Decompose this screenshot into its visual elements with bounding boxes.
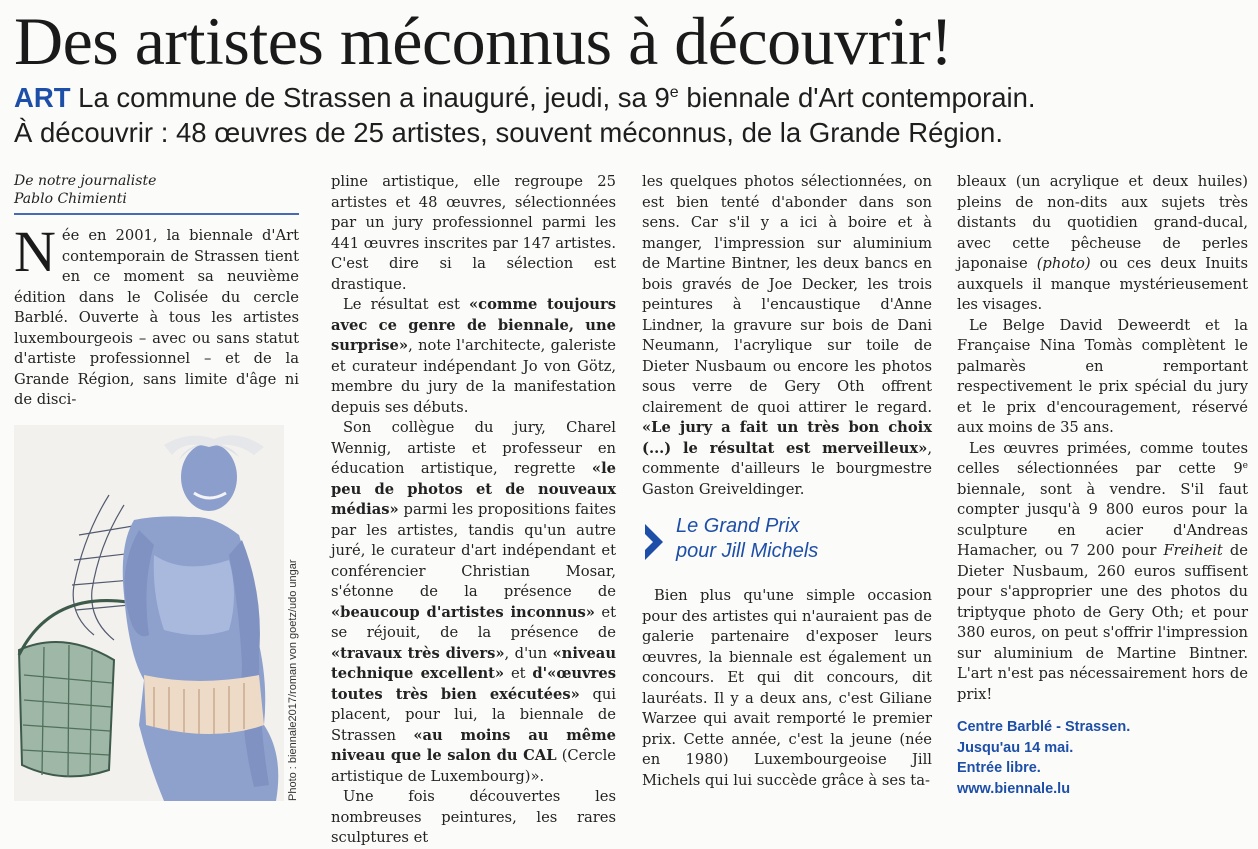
paragraph: Une fois découvertes les nombreuses peintures, les rares sculptures et <box>331 788 616 846</box>
painting-illustration <box>14 425 284 801</box>
article-photo <box>14 425 284 801</box>
paragraph-text: ». <box>530 767 545 785</box>
quote-bold: «comme toujours avec ce genre de biennale, une surprise» <box>331 296 616 354</box>
paragraph-text: et se réjouit, de la présence de <box>331 603 616 641</box>
quote-bold: «beaucoup d'artistes inconnus» <box>331 603 595 621</box>
paragraph: pline artistique, elle regroupe 25 artistes et 48 œuvres, sélectionnées par un jury professionnel parmi les 441 œuvres inscrites par 147 artistes. C'est dire si la sélection est drastique. <box>331 173 616 293</box>
photo-reference: (photo) <box>1036 255 1091 272</box>
subhead-line: pour Jill Michels <box>676 540 819 562</box>
column-4 <box>957 172 1248 804</box>
byline-author: Pablo Chimienti <box>14 191 127 207</box>
deck-superscript: e <box>669 84 679 101</box>
paragraph <box>331 418 616 787</box>
info-website: www.biennale.lu <box>957 780 1071 797</box>
chevron-right-icon <box>642 522 666 562</box>
quote-bold: «au moins au même niveau que le salon du CAL <box>331 726 616 764</box>
quote-bold: «le peu de photos et de nouveaux médias» <box>331 460 616 518</box>
deck-text: biennale d'Art contemporain. <box>678 82 1036 113</box>
info-dates: Jusqu'au 14 mai. <box>957 739 1074 756</box>
paragraph-text: biennale, sont à vendre. S'il faut compter jusqu'à 9 800 euros pour la sculpture en acier d'Andreas Hamacher, ou 7 200 pour <box>957 480 1248 559</box>
quote-bold: d'«œuvres toutes très bien exécutées» <box>331 665 616 703</box>
paragraph <box>957 439 1248 706</box>
paragraph-text: , commente d'ailleurs le bourgmestre Gaston Greiveldinger. <box>642 439 932 498</box>
byline-label: De notre journaliste <box>14 173 157 189</box>
photo-credit: Photo : biennale2017/roman von goetz/udo ungar <box>287 559 299 801</box>
paragraph <box>957 172 1248 316</box>
section-tag: ART <box>14 82 71 113</box>
lead-paragraph <box>14 219 299 411</box>
subhead <box>642 514 932 574</box>
info-box <box>957 717 1248 799</box>
headline: Des artistes méconnus à découvrir! <box>14 3 953 79</box>
paragraph-text: parmi les propositions faites par les artistes, tandis qu'un autre juré, le curateur d'art indépendant et conférencier Christian Mosar, s'étonne de la présence de <box>331 501 616 600</box>
paragraph-text: (Cercle artistique de Luxembourg) <box>331 747 616 785</box>
info-admission: Entrée libre. <box>957 760 1041 776</box>
subhead-line: Le Grand Prix <box>676 515 800 537</box>
info-venue: Centre Barblé - Strassen. <box>957 719 1131 735</box>
deck-line-2: À découvrir : 48 œuvres de 25 artistes, souvent méconnus, de la Grande Région. <box>14 117 1003 148</box>
quote-bold: «Le jury a fait un très bon choix (...) le résultat est merveilleux» <box>642 419 932 457</box>
column-3 <box>642 172 932 804</box>
deck-line-1 <box>14 80 1246 115</box>
column-2 <box>331 172 616 846</box>
paragraph-text: Son collègue du jury, Charel Wennig, artiste et professeur en éducation artistique, regrette <box>331 419 616 477</box>
paragraph: Le Belge David Deweerdt et la Française Nina Tomàs complètent le palmarès en remportant respectivement le prix spécial du jury et le prix d'encouragement, réservé aux moins de 35 ans. <box>957 316 1248 436</box>
deck-text: La commune de Strassen a inauguré, jeudi, sa 9 <box>78 82 670 113</box>
superscript: e <box>1242 461 1248 471</box>
paragraph: Bien plus qu'une simple occasion pour des artistes qui n'auraient pas de galerie partenaire d'exposer leurs œuvres, la biennale est également un concours. Et qui dit concours, dit lauréats. Il y a deux ans, c'est Giliane Warzee qui avait remporté le premier prix. Cette année, c'est la jeune (née en 1980) Luxembourgeoise Jill Michels qui lui succède grâce à ses ta- <box>642 587 932 789</box>
paragraph-text: bleaux (un acrylique et deux huiles) pleins de non-dits aux sujets très distants du quotidien grand-ducal, avec cette pêcheuse de perles japonaise <box>957 173 1248 272</box>
deck <box>14 80 1246 150</box>
paragraph-text: Les œuvres primées, comme toutes celles sélectionnées par cette 9 <box>957 439 1248 477</box>
drop-cap: N <box>14 219 56 284</box>
paragraph-text: , note l'architecte, galeriste et curateur indépendant Jo von Götz, membre du jury de la manifestation depuis ses débuts. <box>331 337 616 416</box>
quote-bold: «travaux très divers» <box>331 644 505 662</box>
paragraph-text: et <box>504 665 533 682</box>
paragraph-text: ée en 2001, la biennale d'Art contemporain de Strassen tient en ce moment sa neuvième édition dans le Colisée du cercle Barblé. Ouverte à tous les artistes luxembourgeois – avec ou sans statut d'artiste professionnel – et de la Grande Région, sans limite d'âge ni de disci- <box>14 227 299 408</box>
paragraph-text: de Dieter Nusbaum, 260 euros suffisent pour s'approprier une des photos du triptyque photo de Gery Oth; et pour 380 euros, on peut s'offrir l'impression sur aluminium de Martine Bintner. L'art n'est pas nécessairement hors de prix! <box>957 542 1248 703</box>
quote-bold: «niveau technique excellent» <box>331 644 616 682</box>
paragraph-text: ou ces deux Inuits auxquels il manque mystérieusement les visages. <box>957 255 1248 313</box>
byline-rule <box>14 213 299 215</box>
paragraph <box>331 295 616 418</box>
paragraph-text: les quelques photos sélectionnées, on est bien tenté d'abonder dans son sens. Car s'il y a ici à boire et à manger, l'impression sur aluminium de Martine Bintner, les deux bancs en bois gravés de Joe Decker, les trois peintures à l'encaustique d'Anne Lindner, la gravure sur bois de Dani Neumann, l'acrylique sur toile de Dieter Nusbaum ou encore les photos sous verre de Gery Oth offrent clairement de quoi attirer le regard. <box>642 173 932 416</box>
paragraph-text: , d'un <box>504 644 553 662</box>
artwork-title: Freiheit <box>1163 542 1223 559</box>
paragraph-text: Le résultat est <box>343 296 469 313</box>
byline <box>14 172 299 208</box>
paragraph-text: qui placent, pour lui, la biennale de Strassen <box>331 685 616 744</box>
paragraph <box>642 172 932 500</box>
